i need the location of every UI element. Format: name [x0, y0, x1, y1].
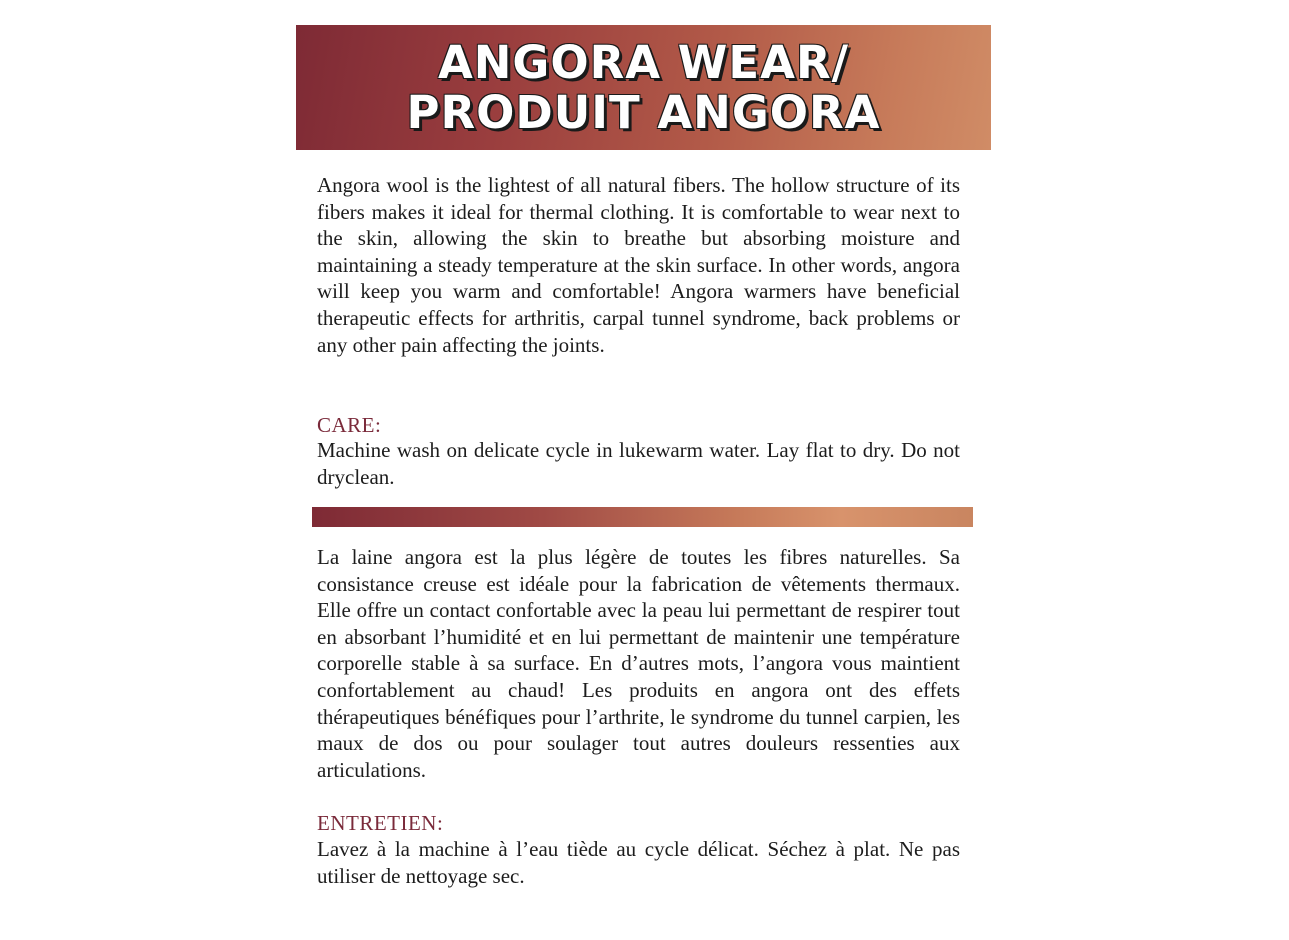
entretien-heading: ENTRETIEN:	[317, 811, 444, 835]
english-description: Angora wool is the lightest of all natural fibers. The hollow structure of its fibers makes it ideal for thermal clothing. It is comfortable to wear next to the skin, allowing the skin to breathe but absorbing moisture and maintaining a steady temperature at the skin surface. In other words, angora will keep you warm and comfortable! Angora warmers have beneficial therapeutic effects for arthritis, carpal tunnel syndrome, back problems or any other pain affecting the joints.	[317, 173, 960, 357]
entretien-instructions: Lavez à la machine à l’eau tiède au cycle délicat. Séchez à plat. Ne pas utiliser de nettoyage sec.	[317, 837, 960, 888]
title-line-french: PRODUIT ANGORA	[406, 85, 881, 139]
section-divider	[312, 507, 973, 527]
title-banner	[296, 25, 991, 150]
title-line-english: ANGORA WEAR/	[437, 35, 850, 89]
care-heading: CARE:	[317, 413, 382, 437]
care-instructions: Machine wash on delicate cycle in lukewarm water. Lay flat to dry. Do not dryclean.	[317, 438, 960, 489]
french-description: La laine angora est la plus légère de toutes les fibres naturelles. Sa consistance creuse est idéale pour la fabrication de vêtements thermaux. Elle offre un contact confortable avec la peau lui permettant de respirer tout en absorbant l’humidité et en lui permettant de maintenir une température corporelle stable à sa surface. En d’autres mots, l’angora vous maintient confortablement au chaud! Les produits en angora ont des effets thérapeutiques bénéfiques pour l’arthrite, le syndrome du tunnel carpien, les maux de dos ou pour soulager tout autres douleurs ressenties aux articulations.	[317, 545, 960, 782]
